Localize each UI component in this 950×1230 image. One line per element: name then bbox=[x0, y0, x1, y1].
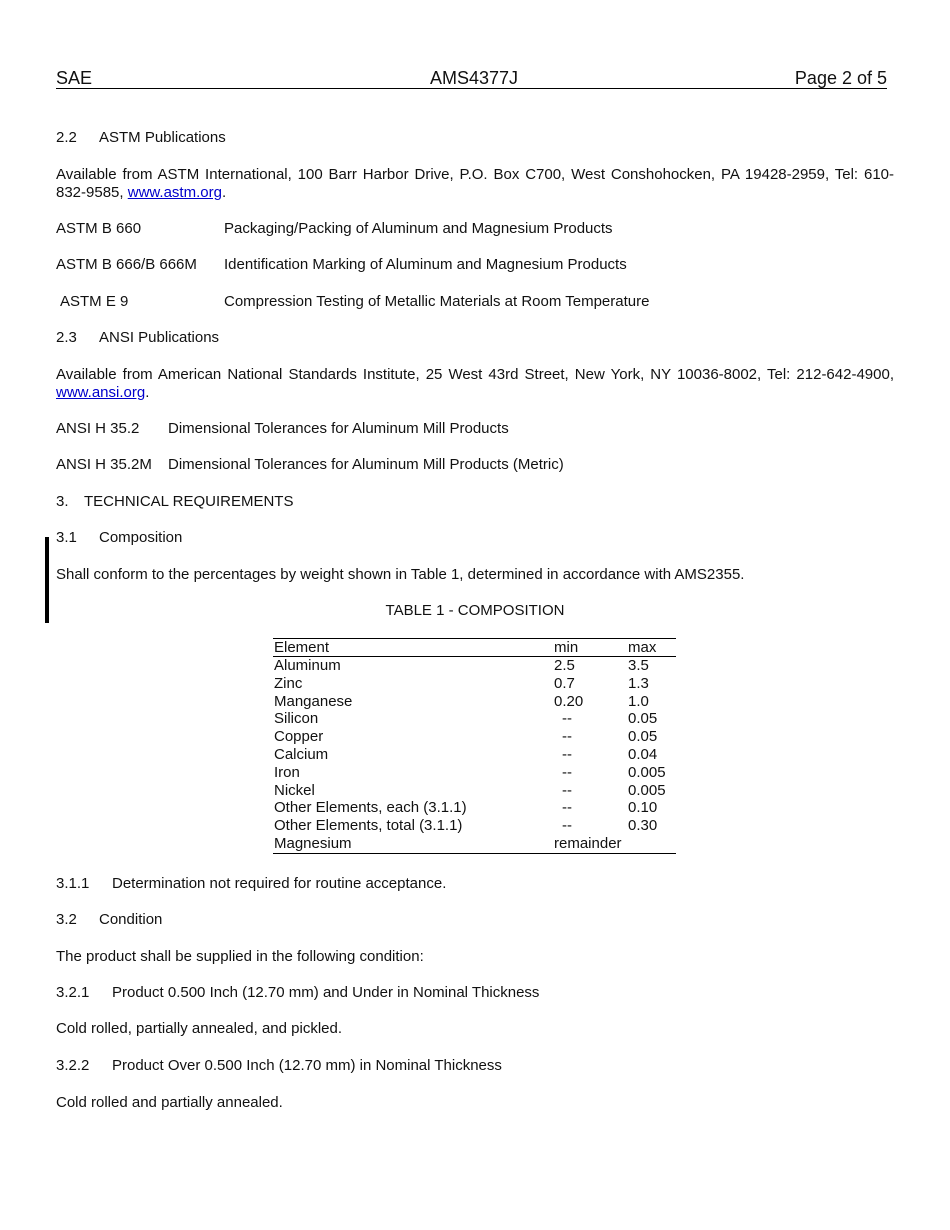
ansi-availability-paragraph: Available from American National Standards Institute, 25 West 43rd Street, New York, NY 10036-8002, Tel: 212-642-4900, www.ansi.org. bbox=[56, 366, 894, 401]
max-cell: 0.04 bbox=[628, 745, 658, 763]
min-cell: -- bbox=[562, 817, 572, 835]
ansi-link[interactable]: www.ansi.org bbox=[56, 384, 146, 401]
element-cell: Iron bbox=[274, 763, 300, 781]
min-cell: -- bbox=[562, 745, 572, 763]
table-row bbox=[273, 817, 676, 835]
composition-text: Shall conform to the percentages by weight shown in Table 1, determined in accordance with AMS2355. bbox=[56, 566, 745, 583]
section-3-2-2-title: Product Over 0.500 Inch (12.70 mm) in Nominal Thickness bbox=[112, 1057, 502, 1074]
element-cell: Manganese bbox=[274, 692, 353, 710]
column-header-max: max bbox=[627, 639, 676, 657]
header-page-number: Page 2 of 5 bbox=[794, 68, 887, 88]
astm-availability-text: Available from ASTM International, 100 Barr Harbor Drive, P.O. Box C700, West Conshohocken, PA 19428-2959, Tel: 610-832-9585, bbox=[56, 166, 894, 201]
astm-availability-paragraph: Available from ASTM International, 100 Barr Harbor Drive, P.O. Box C700, West Conshohocken, PA 19428-2959, Tel: 610-832-9585, www.astm.org. bbox=[56, 166, 894, 201]
min-cell: -- bbox=[562, 781, 572, 799]
max-cell: 0.30 bbox=[628, 817, 658, 835]
section-2-3-title: ANSI Publications bbox=[99, 329, 220, 346]
max-cell: 0.05 bbox=[628, 710, 658, 728]
table-row bbox=[273, 693, 676, 711]
ref-desc: Dimensional Tolerances for Aluminum Mill Products bbox=[168, 420, 509, 437]
max-cell: 1.3 bbox=[628, 674, 649, 692]
min-cell: -- bbox=[562, 763, 572, 781]
element-cell: Calcium bbox=[274, 745, 329, 763]
section-3-number: 3. bbox=[56, 493, 69, 510]
ansi-availability-text: Available from American National Standards Institute, 25 West 43rd Street, New York, NY 10036-8002, Tel: 212-642-4900, bbox=[56, 366, 894, 383]
section-3-1-1-number: 3.1.1 bbox=[56, 875, 90, 892]
section-3-2-2-number: 3.2.2 bbox=[56, 1057, 90, 1074]
section-3-1-title: Composition bbox=[99, 529, 183, 546]
section-2-2-number: 2.2 bbox=[56, 129, 77, 146]
section-3-2-1-number: 3.2.1 bbox=[56, 984, 90, 1001]
max-cell: 0.05 bbox=[628, 728, 658, 746]
table-header-row bbox=[273, 639, 676, 657]
section-3-2-1-title: Product 0.500 Inch (12.70 mm) and Under in Nominal Thickness bbox=[112, 984, 540, 1001]
min-cell: 0.7 bbox=[554, 674, 575, 692]
section-3-1-1-text: Determination not required for routine acceptance. bbox=[112, 875, 447, 892]
table-row bbox=[273, 835, 676, 853]
table-row bbox=[273, 710, 676, 728]
section-3-title: TECHNICAL REQUIREMENTS bbox=[84, 493, 294, 510]
ref-code: ANSI H 35.2 bbox=[56, 420, 140, 437]
min-cell: -- bbox=[562, 799, 572, 817]
table-1-title: TABLE 1 - COMPOSITION bbox=[385, 602, 565, 619]
element-cell: Nickel bbox=[274, 781, 315, 799]
table-row bbox=[273, 799, 676, 817]
column-header-min: min bbox=[553, 639, 627, 657]
section-2-2-title: ASTM Publications bbox=[99, 129, 226, 146]
section-3-2-1-text: Cold rolled, partially annealed, and pickled. bbox=[56, 1020, 343, 1037]
element-cell: Copper bbox=[274, 728, 324, 746]
ref-desc: Packaging/Packing of Aluminum and Magnesium Products bbox=[224, 220, 613, 237]
element-cell: Other Elements, each (3.1.1) bbox=[274, 799, 467, 817]
table-row bbox=[273, 657, 676, 675]
ref-code: ASTM E 9 bbox=[60, 293, 129, 310]
element-cell: Aluminum bbox=[274, 657, 341, 674]
ref-desc: Dimensional Tolerances for Aluminum Mill Products (Metric) bbox=[168, 456, 564, 473]
element-cell: Zinc bbox=[274, 674, 303, 692]
composition-table bbox=[273, 638, 676, 854]
table-row bbox=[273, 675, 676, 693]
max-cell: 0.005 bbox=[628, 781, 666, 799]
min-cell: 2.5 bbox=[554, 657, 575, 674]
table-row bbox=[273, 728, 676, 746]
section-3-2-number: 3.2 bbox=[56, 911, 77, 928]
min-cell: -- bbox=[562, 710, 572, 728]
element-cell: Other Elements, total (3.1.1) bbox=[274, 817, 463, 835]
max-cell: 3.5 bbox=[628, 657, 649, 674]
element-cell: Silicon bbox=[274, 710, 319, 728]
ref-desc: Identification Marking of Aluminum and Magnesium Products bbox=[224, 256, 627, 273]
remainder-cell: remainder bbox=[553, 835, 676, 853]
column-header-element: Element bbox=[273, 639, 553, 657]
ref-desc: Compression Testing of Metallic Materials at Room Temperature bbox=[224, 293, 650, 310]
section-3-2-title: Condition bbox=[99, 911, 163, 928]
ref-code: ASTM B 660 bbox=[56, 220, 142, 237]
table-row bbox=[273, 746, 676, 764]
element-cell: Magnesium bbox=[273, 835, 553, 853]
table-row bbox=[273, 764, 676, 782]
header-doc-id: AMS4377J bbox=[430, 68, 519, 88]
ref-code: ANSI H 35.2M bbox=[56, 456, 152, 473]
section-3-2-2-text: Cold rolled and partially annealed. bbox=[56, 1094, 283, 1111]
min-cell: 0.20 bbox=[554, 692, 584, 710]
section-2-3-number: 2.3 bbox=[56, 329, 77, 346]
max-cell: 0.10 bbox=[628, 799, 658, 817]
ref-code: ASTM B 666/B 666M bbox=[56, 256, 197, 273]
section-3-1-number: 3.1 bbox=[56, 529, 77, 546]
header-org: SAE bbox=[56, 68, 93, 88]
max-cell: 1.0 bbox=[628, 692, 649, 710]
table-row bbox=[273, 782, 676, 800]
page-header bbox=[56, 68, 887, 89]
condition-text: The product shall be supplied in the following condition: bbox=[56, 948, 424, 965]
min-cell: -- bbox=[562, 728, 572, 746]
astm-link[interactable]: www.astm.org bbox=[127, 184, 222, 201]
max-cell: 0.005 bbox=[628, 763, 666, 781]
